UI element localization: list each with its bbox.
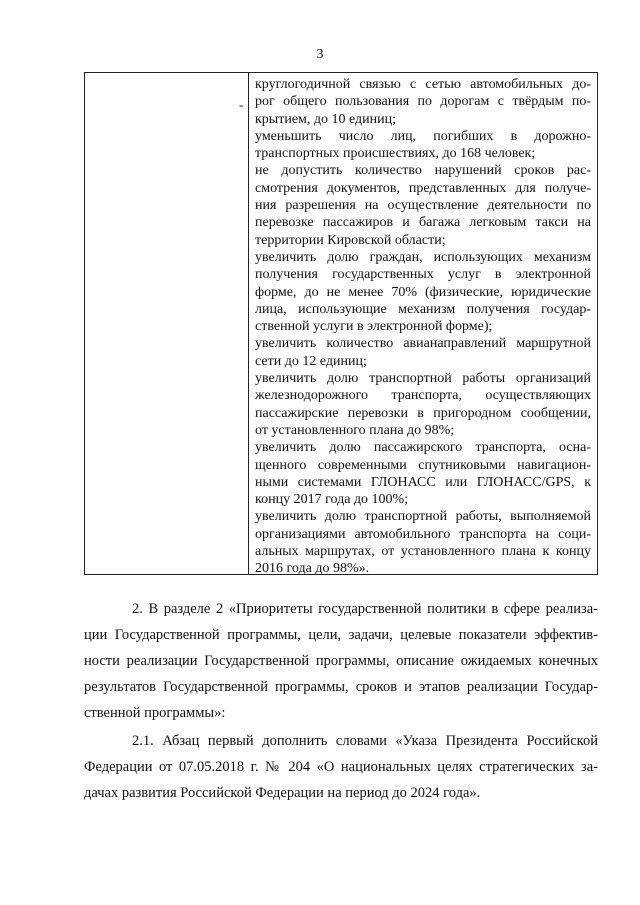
table-line: ния разрешения на осуществление деятельности по (255, 198, 591, 214)
table-line: увеличить долю пассажирского транспорта, осна- (255, 440, 591, 456)
table-line: увеличить долю транспортной работы организаций (255, 371, 591, 387)
table-line: от установленного плана до 98%; (255, 422, 455, 438)
table-line: пассажирские перевозки в пригородном сообщении, (255, 405, 591, 421)
table-line: рог общего пользования по дорогам с твёрдым по- (255, 94, 591, 110)
table-dash: - (239, 97, 244, 112)
column-divider (248, 73, 249, 574)
table-line: ственной услуги в электронной форме); (255, 319, 493, 335)
table-line: не допустить количество нарушений сроков рас- (255, 163, 591, 179)
table-line: территории Кировской области; (255, 232, 446, 248)
table-line: уменьшить число лиц, погибших в дорожно- (255, 128, 591, 144)
paragraph-line: ции Государственной программы, цели, задачи, целевые показатели эффектив- (84, 627, 598, 643)
table-line: 2016 года до 98%». (255, 561, 370, 577)
table-line: лица, использующие механизм получения государ- (255, 301, 591, 317)
paragraph-line: 2.1. Абзац первый дополнить словами «Указа Президента Российской (132, 733, 598, 749)
paragraph-line: ности реализации Государственной программы, описание ожидаемых конечных (84, 653, 598, 669)
table-line: организациями автомобильного транспорта на соци- (255, 526, 591, 542)
content-table (84, 72, 598, 575)
paragraph-line: дачах развития Российской Федерации на период до 2024 года». (84, 785, 481, 801)
table-line: увеличить долю граждан, использующих механизм (255, 249, 591, 265)
table-cell-text (255, 76, 591, 578)
paragraph-section-2-1 (84, 728, 598, 806)
table-line: альных маршрутах, от установленного плана к концу (255, 544, 591, 560)
paragraph-line: ственной программы»: (84, 705, 226, 721)
paragraph-line: результатов Государственной программы, сроков и этапов реализации Государ- (84, 679, 598, 695)
table-line: круглогодичной связью с сетью автомобильных до- (255, 77, 591, 92)
paragraph-line: Федерации от 07.05.2018 г. № 204 «О национальных целях стратегических за- (84, 759, 598, 775)
table-line: крытием, до 10 единиц; (255, 111, 397, 127)
table-line: железнодорожного транспорта, осуществляющих (255, 388, 591, 404)
table-line: сети до 12 единиц; (255, 353, 367, 369)
table-line: щенного современными спутниковыми навигацион- (255, 457, 591, 473)
table-line: ными системами ГЛОНАСС или ГЛОНАСС/GPS, к (255, 474, 591, 490)
paragraph-line: 2. В разделе 2 «Приоритеты государственной политики в сфере реализа- (132, 601, 598, 617)
table-line: форме, до не менее 70% (физические, юридические (255, 284, 591, 300)
table-line: транспортных происшествиях, до 168 человек; (255, 146, 536, 162)
table-line: увеличить долю транспортной работы, выполняемой (255, 509, 591, 525)
table-line: увеличить количество авианаправлений маршрутной (255, 336, 591, 352)
paragraph-section-2 (84, 596, 598, 726)
table-line: перевозке пассажиров и багажа легковым такси на (255, 215, 591, 231)
table-line: концу 2017 года до 100%; (255, 492, 409, 508)
page-number: 3 (316, 47, 324, 62)
table-line: смотрения документов, представленных для получе- (255, 180, 591, 196)
table-line: получения государственных услуг в электронной (255, 267, 591, 283)
